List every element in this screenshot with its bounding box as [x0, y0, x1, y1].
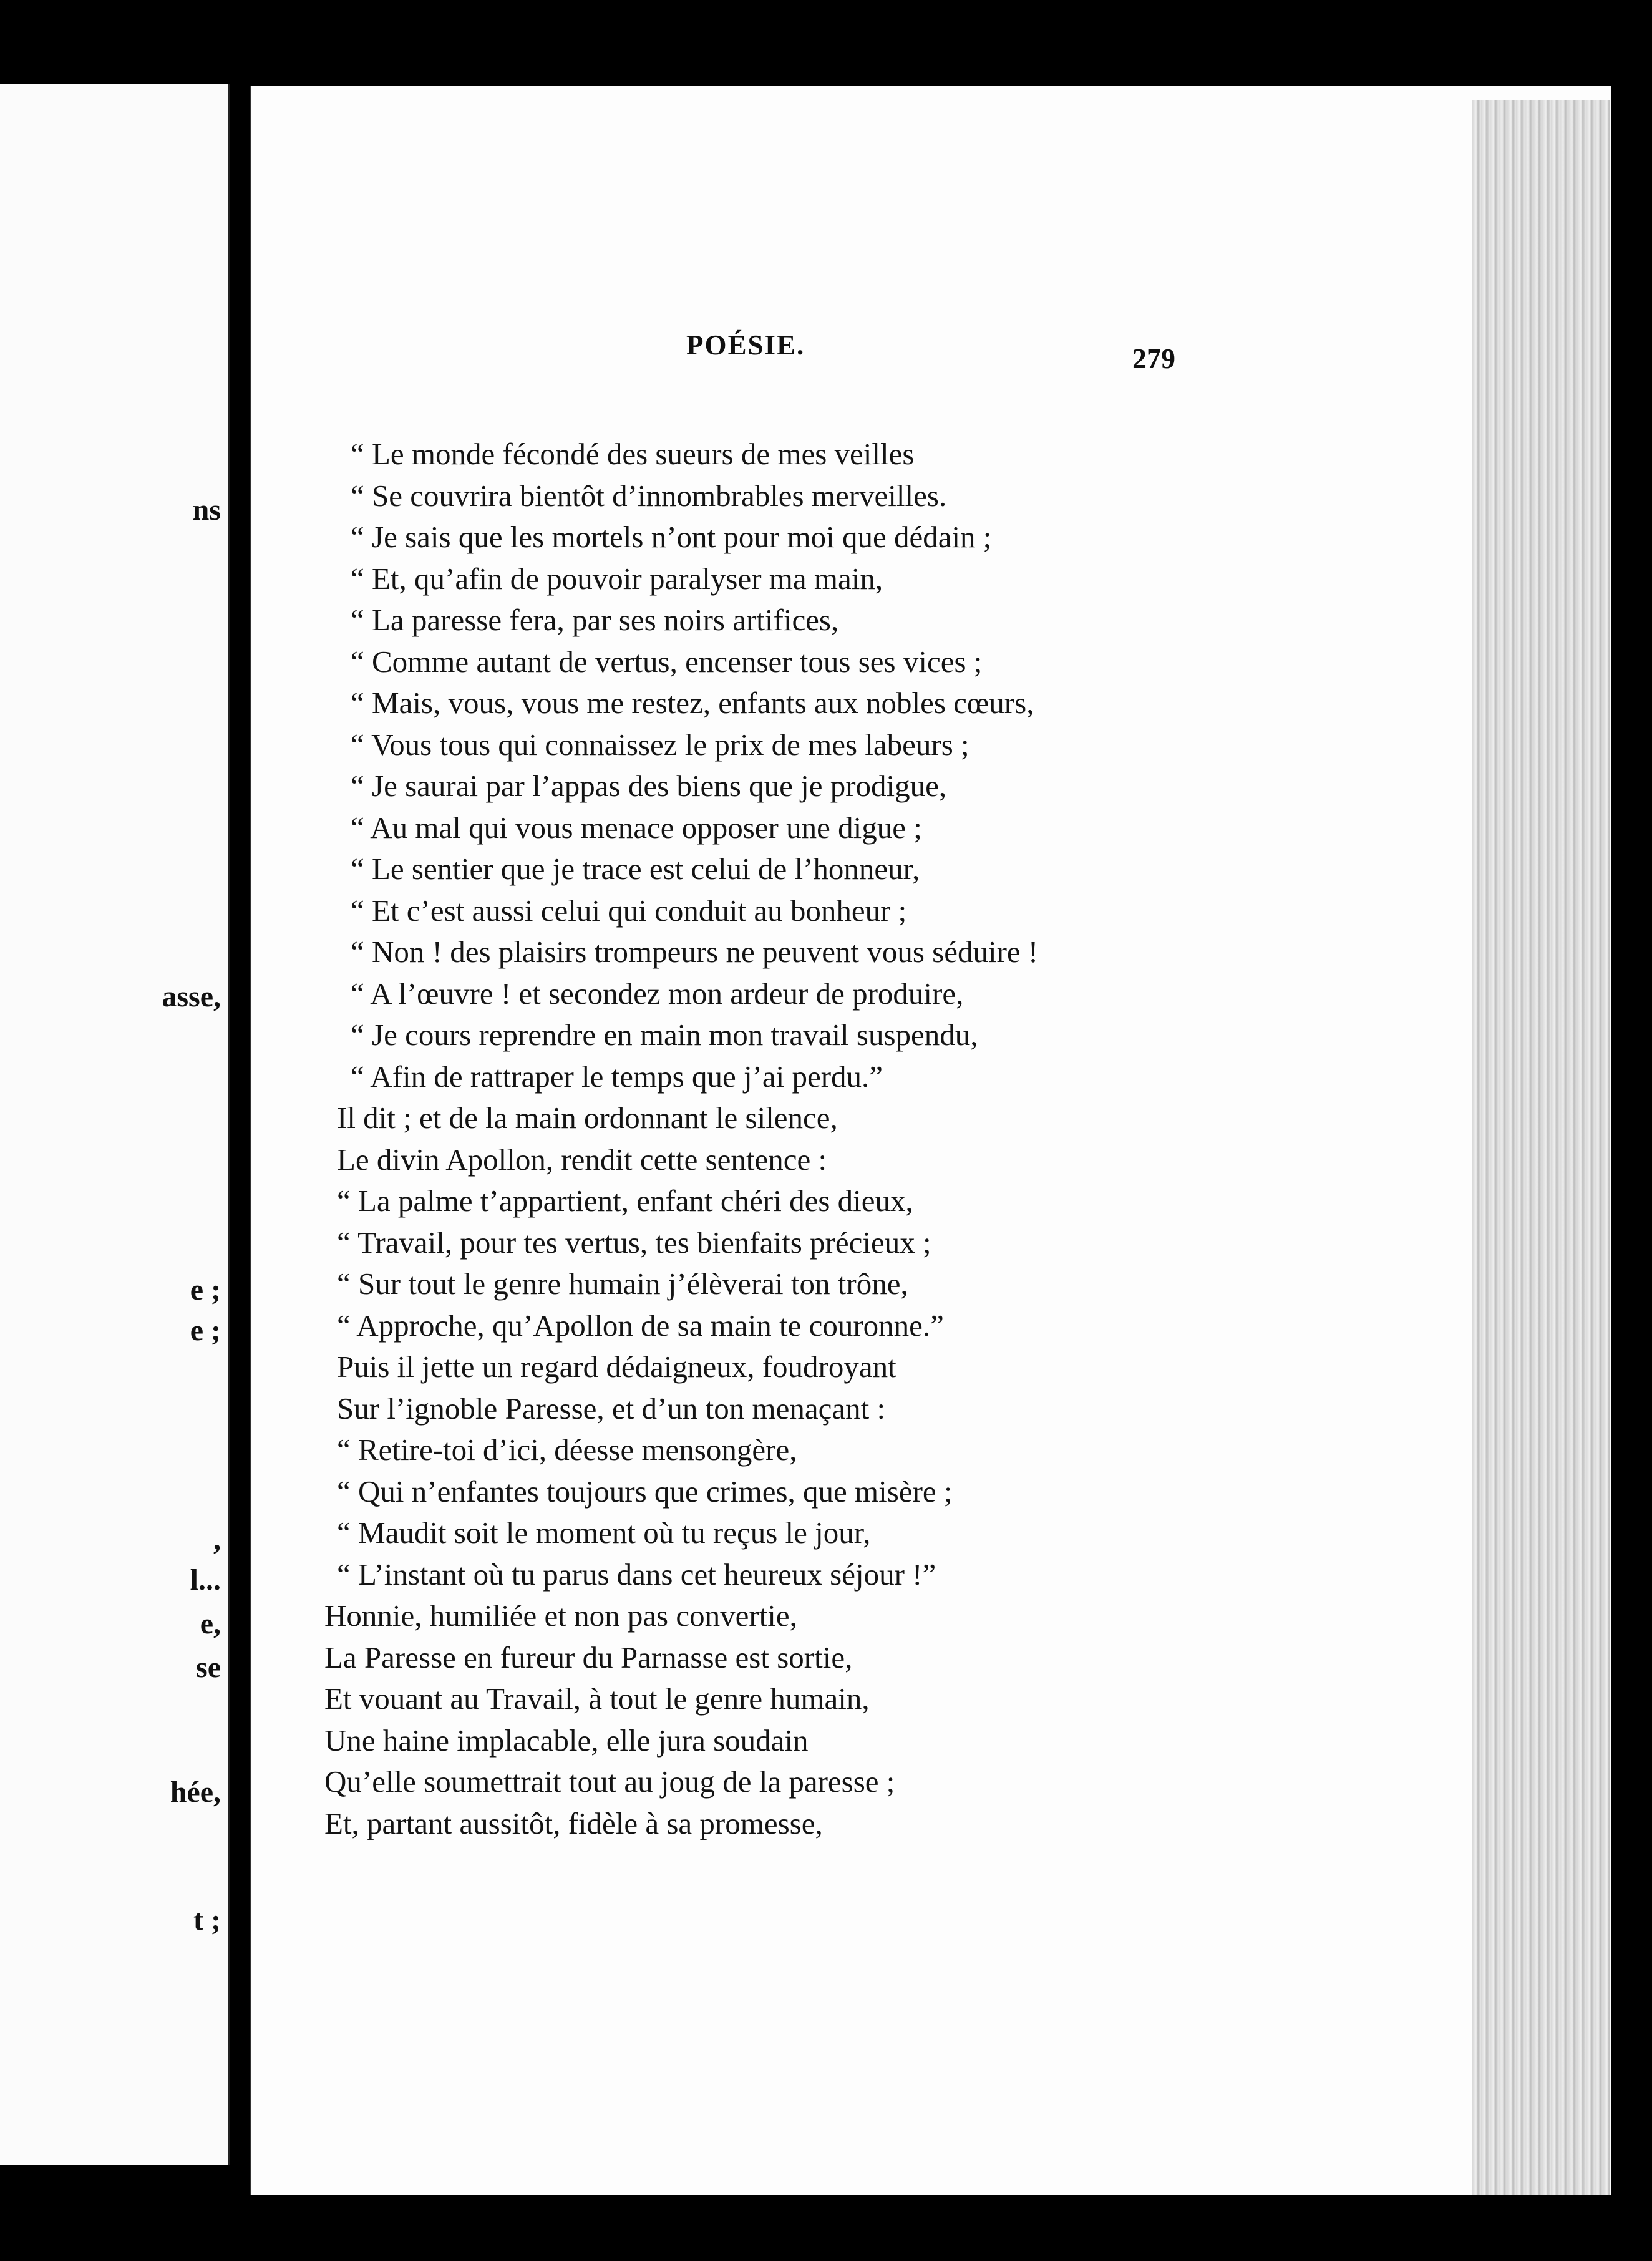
poem-line: “ Mais, vous, vous me restez, enfants aux nobles cœurs,: [351, 686, 1034, 720]
poem-line: “ L’instant où tu parus dans cet heureux séjour !”: [337, 1557, 936, 1592]
poem-line: “ Non ! des plaisirs trompeurs ne peuvent vous séduire !: [351, 935, 1039, 969]
poem-line: Il dit ; et de la main ordonnant le silence,: [337, 1101, 838, 1135]
poem-line: “ A l’œuvre ! et secondez mon ardeur de produire,: [351, 976, 964, 1011]
poem-line: “ Approche, qu’Apollon de sa main te couronne.”: [337, 1308, 944, 1343]
poem-line: “ Le sentier que je trace est celui de l’honneur,: [351, 852, 920, 886]
poem-line: Une haine implacable, elle jura soudain: [324, 1723, 809, 1758]
running-header: POÉSIE.: [686, 329, 805, 361]
poem-line: “ Afin de rattraper le temps que j’ai perdu.”: [351, 1059, 883, 1094]
left-page-fragment: hée,: [170, 1776, 221, 1809]
left-page-fragment: e ;: [190, 1273, 221, 1306]
poem-line: “ La palme t’appartient, enfant chéri des dieux,: [337, 1184, 913, 1218]
page-number: 279: [1132, 343, 1175, 374]
poem-line: Et vouant au Travail, à tout le genre humain,: [324, 1681, 870, 1716]
poem-line: “ Comme autant de vertus, encenser tous ses vices ;: [351, 644, 983, 679]
poem-line: “ Vous tous qui connaissez le prix de mes labeurs ;: [351, 727, 969, 762]
poem-line: “ Je sais que les mortels n’ont pour moi que dédain ;: [351, 520, 992, 554]
left-page-fragment: se: [196, 1651, 221, 1684]
poem-line: “ Et, qu’afin de pouvoir paralyser ma main,: [351, 561, 883, 596]
left-page-fragment: ,: [213, 1523, 221, 1556]
poem-line: “ Je saurai par l’appas des biens que je prodigue,: [351, 769, 947, 803]
poem-line: Et, partant aussitôt, fidèle à sa promesse,: [324, 1806, 823, 1840]
poem-line: “ Sur tout le genre humain j’élèverai ton trône,: [337, 1267, 908, 1301]
left-page-fragment: e,: [200, 1607, 221, 1640]
poem-line: Sur l’ignoble Paresse, et d’un ton menaçant :: [337, 1391, 886, 1426]
poem-line: “ Le monde fécondé des sueurs de mes veilles: [351, 437, 915, 471]
poem-line: “ Travail, pour tes vertus, tes bienfaits précieux ;: [337, 1225, 931, 1260]
poem-line: “ Retire-toi d’ici, déesse mensongère,: [337, 1432, 797, 1467]
left-page-fragment: ns: [192, 494, 221, 527]
poem-line: Le divin Apollon, rendit cette sentence :: [337, 1142, 827, 1177]
poem-line: Puis il jette un regard dédaigneux, foudroyant: [337, 1349, 896, 1384]
poem-line: “ Se couvrira bientôt d’innombrables merveilles.: [351, 478, 947, 513]
left-page-fragment: l...: [190, 1563, 221, 1597]
poem-line: Honnie, humiliée et non pas convertie,: [324, 1598, 797, 1633]
poem-body: [324, 434, 1198, 1844]
left-page-fragment: t ;: [193, 1904, 221, 1937]
poem-line: “ Et c’est aussi celui qui conduit au bonheur ;: [351, 893, 907, 928]
poem-line: La Paresse en fureur du Parnasse est sortie,: [324, 1640, 853, 1675]
page-edge: [1472, 100, 1610, 2195]
poem-line: “ Qui n’enfantes toujours que crimes, que misère ;: [337, 1474, 953, 1509]
poem-line: “ Au mal qui vous menace opposer une digue ;: [351, 810, 922, 845]
poem-line: “ La paresse fera, par ses noirs artifices,: [351, 603, 839, 637]
left-page-fragment: e ;: [190, 1314, 221, 1347]
poem-line: “ Maudit soit le moment où tu reçus le jour,: [337, 1515, 871, 1550]
left-page: [0, 84, 230, 2165]
poem-line: Qu’elle soumettrait tout au joug de la paresse ;: [324, 1764, 895, 1799]
left-page-fragment: asse,: [162, 980, 221, 1013]
poem-line: “ Je cours reprendre en main mon travail suspendu,: [351, 1018, 978, 1052]
